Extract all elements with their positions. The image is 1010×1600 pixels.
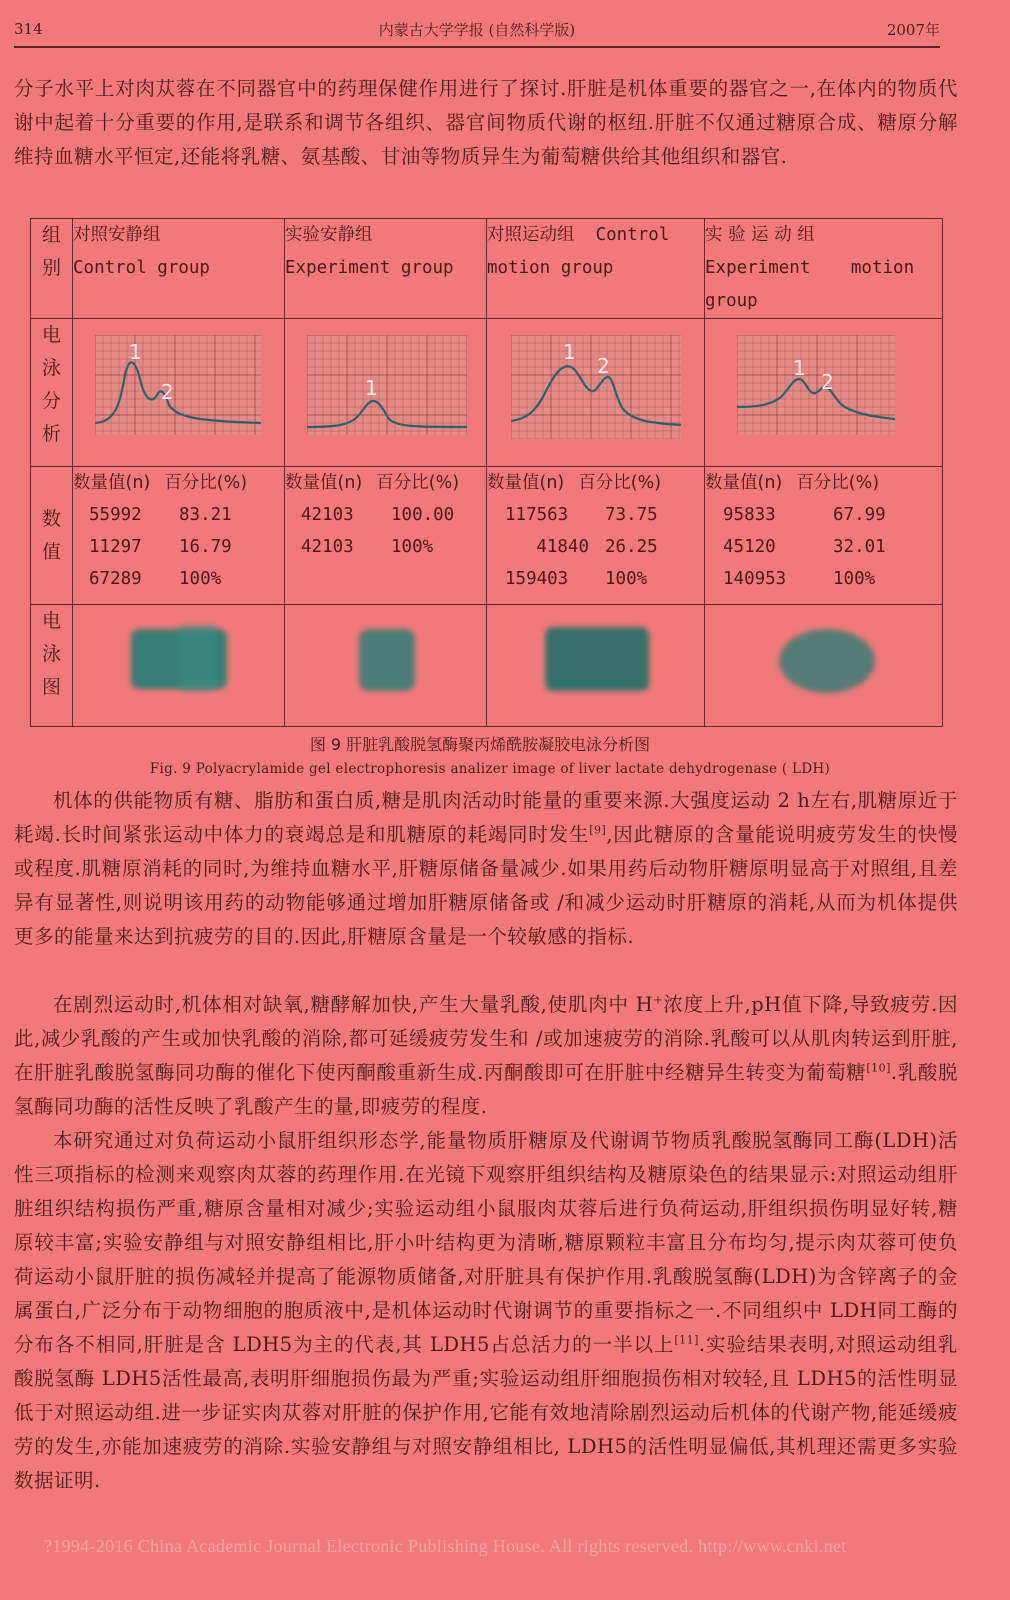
- count-value: 45120: [723, 537, 776, 557]
- percent-value: 32.01: [833, 537, 886, 557]
- plot-grid-bg: [95, 335, 261, 435]
- figure-caption-zh: 图 9 肝脏乳酸脱氢酶聚丙烯酰胺凝胶电泳分析图: [309, 735, 651, 754]
- peak-label-2: 2: [161, 380, 174, 404]
- peak-label-2: 2: [821, 370, 834, 394]
- percent-value: 100%: [833, 569, 876, 589]
- count-value: 11297: [89, 537, 142, 557]
- running-head: [14, 14, 940, 44]
- count-value: 95833: [723, 505, 776, 525]
- gel-band: [359, 629, 415, 691]
- peak-label-1: 1: [563, 340, 576, 364]
- plot-cell: [705, 319, 943, 467]
- group-zh: 对照安静组: [73, 225, 161, 245]
- values-control-rest: [73, 467, 285, 605]
- intro-paragraph: 分子水平上对肉苁蓉在不同器官中的药理保健作用进行了探讨.肝脏是机体重要的器官之一,在体内的物质代谢中起着十分重要的作用,是联系和调节各组织、器官间物质代谢的枢纽.肝脏不仅通过糖原合成、糖原分解维持血糖水平恒定,还能将乳糖、氨基酸、甘油等物质异生为葡萄糖供给其他组织和器官.: [14, 77, 958, 168]
- plot-cell: [73, 319, 285, 467]
- gel-band-control-rest: [117, 621, 237, 701]
- row-label-gel: 电 泳 图: [31, 605, 73, 727]
- group-en-inline: Control: [595, 225, 670, 245]
- densitometry-plot-experiment-rest: [307, 335, 467, 435]
- row-label-electrophoresis: 电 泳 分 析: [31, 319, 73, 467]
- count-value: 159403: [505, 569, 569, 589]
- plot-grid: [307, 335, 467, 435]
- electrophoresis-row: [31, 319, 943, 467]
- count-value: 140953: [723, 569, 787, 589]
- body-paragraph-2: [14, 988, 958, 1124]
- values-experiment-motion: [705, 467, 943, 605]
- count-value: 41840: [536, 537, 589, 557]
- count-header: 数量值(n): [487, 473, 565, 493]
- journal-title: 内蒙古大学学报 (自然科学版): [378, 20, 576, 39]
- group-en: motion group: [487, 258, 614, 278]
- gel-band-control-motion: [535, 619, 659, 703]
- group-zh: 实验安静组: [285, 225, 373, 245]
- group-row: [31, 219, 943, 319]
- group-en: Control group: [73, 258, 210, 278]
- percent-value: 100%: [179, 569, 222, 589]
- citation: [9]: [589, 823, 607, 837]
- group-en: Experiment group: [285, 258, 454, 278]
- gel-cell: [285, 605, 487, 727]
- percent-header: 百分比(%): [578, 473, 662, 493]
- row-label-group: 组 别: [31, 219, 73, 319]
- count-header: 数量值(n): [705, 473, 783, 493]
- row-label-values: 数 值: [31, 467, 73, 605]
- header-rule: [14, 46, 940, 48]
- gel-band: [545, 627, 649, 691]
- peak-label-1: 1: [793, 356, 806, 380]
- count-value: 42103: [301, 505, 354, 525]
- percent-value: 83.21: [179, 505, 232, 525]
- gel-band-highlight: [177, 625, 217, 691]
- paragraph-text: 机体的供能物质有糖、脂肪和蛋白质,糖是肌肉活动时能量的重要来源.大强度运动 2 h左右,肌糖原近于耗竭.长时间紧张运动中体力的衰竭总是和肌糖原的耗竭同时发生: [14, 789, 958, 846]
- group-header-control-rest: [73, 219, 285, 319]
- count-value: 117563: [505, 505, 569, 525]
- paragraph-text: .实验结果表明,对照运动组乳酸脱氢酶 LDH5活性最高,表明肝细胞损伤最为严重;实验运动组肝细胞损伤相对较轻,且 LDH5的活性明显低于对照运动组.进一步证实肉苁蓉对肝脏的保护作用,它能有效地清除剧烈运动后机体的代谢产物,能延缓疲劳的发生,亦能加速疲劳的消除.实验安静组与对照安静组相比, LDH5的活性明显偏低,其机理还需更多实验数据证明.: [14, 1333, 958, 1492]
- percent-value: 100.00: [391, 505, 455, 525]
- paragraph-text: ,因此糖原的含量能说明疲劳发生的快慢或程度.肌糖原消耗的同时,为维持血糖水平,肝糖原储备量减少.如果用药后动物肝糖原明显高于对照组,且差异有显著性,则说明该用药的动物能够通过增加肝糖原储备或 /和减少运动时肝糖原的消耗,从而为机体提供更多的能量来达到抗疲劳的目的.因此,肝糖原含量是一个较敏感的指标.: [14, 823, 959, 948]
- percent-value: 100%: [605, 569, 648, 589]
- gel-cell: [705, 605, 943, 727]
- gel-band-experiment-motion: [765, 621, 885, 701]
- paragraph-text: 本研究通过对负荷运动小鼠肝组织形态学,能量物质肝糖原及代谢调节物质乳酸脱氢酶同工酶(LDH)活性三项指标的检测来观察肉苁蓉的药理作用.在光镜下观察肝组织结构及糖原染色的结果显示:对照运动组肝脏组织结构损伤严重,糖原含量相对减少;实验运动组小鼠服肉苁蓉后进行负荷运动,肝组织损伤明显好转,糖原较丰富;实验安静组与对照安静组相比,肝小叶结构更为清晰,糖原颗粒丰富且分布均匀,提示肉苁蓉可使负荷运动小鼠肝脏的损伤减轻并提高了能源物质储备,对肝脏具有保护作用.乳酸脱氢酶(LDH)为含锌离子的金属蛋白,广泛分布于动物细胞的胞质液中,是机体运动时代谢调节的重要指标之一.不同组织中 LDH同工酶的分布各不相同,肝脏是含 LDH5为主的代表,其 LDH5占总活力的一半以上: [14, 1129, 958, 1356]
- percent-value: 26.25: [605, 537, 658, 557]
- plot-cell: [285, 319, 487, 467]
- gel-band-experiment-rest: [345, 621, 435, 701]
- body-paragraph-1: [14, 784, 958, 954]
- percent-value: 73.75: [605, 505, 658, 525]
- count-value: 42103: [301, 537, 354, 557]
- citation: [11]: [674, 1333, 699, 1347]
- page-number: 314: [14, 20, 43, 38]
- values-control-motion: [487, 467, 705, 605]
- group-en-2: group: [705, 291, 758, 311]
- figure-caption-en: Fig. 9 Polyacrylamide gel electrophoresis analizer image of liver lactate dehydrogenase ( LDH): [149, 761, 831, 777]
- densitometry-plot-control-motion: [511, 335, 681, 439]
- percent-value: 100%: [391, 537, 434, 557]
- densitometry-plot-experiment-motion: [737, 335, 895, 435]
- superscript: +: [653, 993, 664, 1007]
- gel-band: [779, 629, 875, 693]
- count-header: 数量值(n): [285, 473, 363, 493]
- paragraph-text: .乳酸脱氢酶同功酶的活性反映了乳酸产生的量,即疲劳的程度.: [14, 1061, 958, 1118]
- body-paragraph-3: [14, 1124, 958, 1498]
- group-header-experiment-motion: [705, 219, 943, 319]
- plot-grid-bg: [737, 335, 895, 435]
- citation: [10]: [866, 1061, 891, 1075]
- group-header-control-motion: [487, 219, 705, 319]
- gel-cell: [73, 605, 285, 727]
- count-header: 数量值(n): [73, 473, 151, 493]
- group-en: Experiment motion: [705, 258, 915, 278]
- densitometry-plot-control-rest: [95, 335, 261, 435]
- peak-label-1: 1: [365, 376, 378, 400]
- peak-label-2: 2: [597, 354, 610, 378]
- percent-header: 百分比(%): [376, 473, 460, 493]
- percent-value: 67.99: [833, 505, 886, 525]
- count-value: 67289: [89, 569, 142, 589]
- values-experiment-rest: [285, 467, 487, 605]
- paragraph-text: 在剧烈运动时,机体相对缺氧,糖酵解加快,产生大量乳酸,使肌肉中 H: [53, 993, 654, 1016]
- copyright-footer: ?1994-2016 China Academic Journal Electronic Publishing House. All rights reserved. http://www.cnki.net: [44, 1536, 847, 1556]
- plot-cell: [487, 319, 705, 467]
- group-zh: 实 验 运 动 组: [705, 225, 815, 245]
- year: 2007年: [886, 20, 940, 39]
- group-zh: 对照运动组: [487, 225, 575, 245]
- group-header-experiment-rest: [285, 219, 487, 319]
- figure-9-table: [30, 218, 943, 727]
- values-row: [31, 467, 943, 605]
- gel-cell: [487, 605, 705, 727]
- gel-row: [31, 605, 943, 727]
- percent-value: 16.79: [179, 537, 232, 557]
- paragraph-text: 浓度上升,pH值下降,导致疲劳.因此,减少乳酸的产生或加快乳酸的消除,都可延缓疲劳发生和 /或加速疲劳的消除.乳酸可以从肌肉转运到肝脏,在肝脏乳酸脱氢酶同功酶的催化下使丙酮酸重新生成.丙酮酸即可在肝脏中经糖异生转变为葡萄糖: [14, 993, 958, 1084]
- percent-header: 百分比(%): [796, 473, 880, 493]
- peak-label-1: 1: [129, 340, 142, 364]
- percent-header: 百分比(%): [164, 473, 248, 493]
- count-value: 55992: [89, 505, 142, 525]
